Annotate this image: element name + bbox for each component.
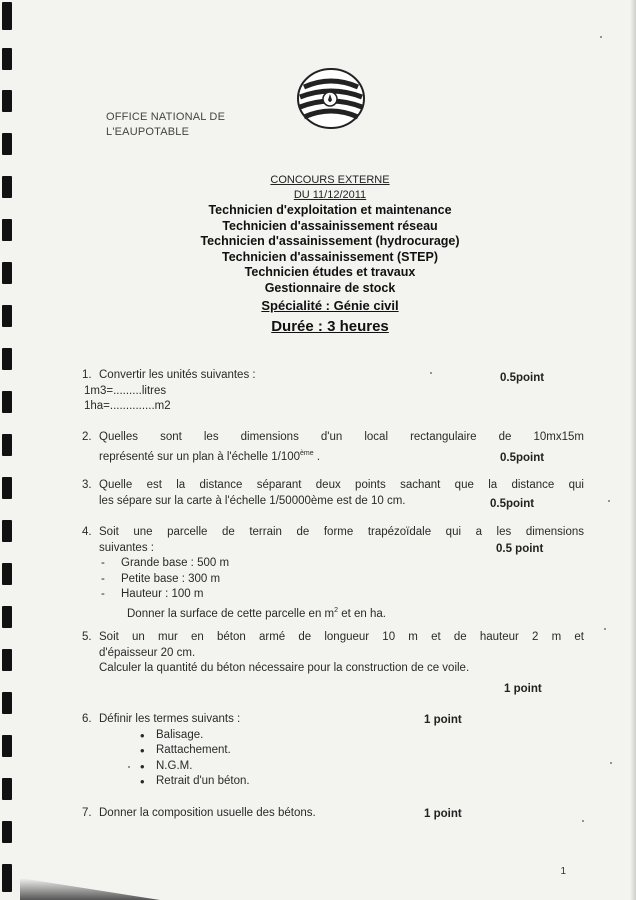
list-item: - Grande base : 500 m bbox=[99, 556, 582, 572]
contest-date: DU 11/12/2011 bbox=[293, 189, 367, 201]
position-title: Technicien d'assainissement (STEP) bbox=[221, 249, 438, 264]
points-badge: 0.5 point bbox=[496, 543, 544, 555]
conversion-line: 1ha=..............m2 bbox=[84, 400, 171, 412]
list-item: - Hauteur : 100 m bbox=[99, 587, 582, 603]
question-text: Soit une parcelle de terrain de forme trapézoïdale qui a les dimensions suivantes : bbox=[99, 526, 584, 554]
question-text: Quelle est la distance séparant deux points sachant que la distance qui les sépare sur la carte à l'échelle 1/50000ème est de 10 cm. bbox=[99, 479, 584, 507]
question-text: Donner la composition usuelle des bétons. bbox=[99, 807, 316, 819]
question-2: 2. Quelles sont les dimensions d'un local rectangulaire de 10mx15m représenté sur un plan à l'échelle 1/100ème . bbox=[82, 430, 582, 465]
list-item: - Petite base : 300 m bbox=[99, 572, 582, 588]
duration-title: Durée : 3 heures bbox=[271, 318, 389, 335]
question-instruction: Donner la surface de cette parcelle en $m^2$ et en ha. bbox=[127, 606, 386, 620]
position-title: Technicien d'assainissement réseau bbox=[222, 218, 438, 233]
onep-logo-icon bbox=[296, 67, 366, 130]
dimension-list bbox=[99, 556, 582, 603]
question-text: Convertir les unités suivantes : bbox=[99, 369, 256, 381]
terms-list bbox=[82, 728, 582, 790]
question-text: Quelles sont les dimensions d'un local rectangulaire de 10mx15m représenté sur un plan à l'échelle 1/100ème . bbox=[99, 431, 584, 463]
position-title: Technicien d'assainissement (hydrocurage) bbox=[200, 234, 460, 248]
question-5: 5. Soit un mur en béton armé de longueur 10 m et de hauteur 2 m et d'épaisseur 20 cm. Calculer la quantité du béton nécessaire pour la construction de ce voile. bbox=[82, 630, 582, 677]
question-text: Définir les termes suivants : bbox=[99, 713, 241, 725]
list-item: • Rattachement. bbox=[138, 743, 582, 759]
points-badge: 0.5point bbox=[500, 372, 545, 384]
question-1: 1. Convertir les unités suivantes : 1m3=.........litres 1ha=..............m2 bbox=[82, 368, 582, 415]
points-badge: 0.5point bbox=[500, 452, 545, 464]
contest-title: CONCOURS EXTERNE bbox=[270, 174, 390, 186]
question-6: 6. Définir les termes suivants : • Balisage. • Rattachement. • N.G.M. • Retrait d'un béton. bbox=[82, 712, 582, 790]
points-badge: 1 point bbox=[504, 683, 542, 695]
list-item: • Balisage. bbox=[138, 728, 582, 744]
points-badge: 0.5point bbox=[490, 498, 535, 510]
binding-holes bbox=[0, 0, 14, 900]
points-badge: 1 point bbox=[424, 714, 462, 726]
list-item: • N.G.M. bbox=[138, 759, 582, 775]
question-text: Soit un mur en béton armé de longueur 10 m et de hauteur 2 m et d'épaisseur 20 cm. Calculer la quantité du béton nécessaire pour la construction de ce voile. bbox=[99, 631, 584, 674]
question-7: 7. Donner la composition usuelle des bétons. bbox=[82, 806, 582, 822]
position-title: Gestionnaire de stock bbox=[264, 280, 396, 295]
specialty-title: Spécialité : Génie civil bbox=[261, 298, 399, 313]
question-4: 4. Soit une parcelle de terrain de forme trapézoïdale qui a les dimensions suivantes : - Grande base : 500 m - Petite base : 300 m - Hauteur : 100 m Donner la surface de cette parcelle en $m^2$ et en ha. bbox=[82, 525, 582, 622]
position-title: Technicien études et travaux bbox=[244, 265, 416, 279]
list-item: • Retrait d'un béton. bbox=[138, 774, 582, 790]
page-number: 1 bbox=[560, 866, 566, 877]
exam-header bbox=[150, 173, 510, 338]
position-title: Technicien d'exploitation et maintenance bbox=[208, 203, 452, 217]
points-badge: 1 point bbox=[424, 808, 462, 820]
conversion-line: 1m3=.........litres bbox=[84, 384, 167, 397]
organization-name: OFFICE NATIONAL DE L'EAUPOTABLE bbox=[106, 111, 226, 138]
question-3: 3. Quelle est la distance séparant deux points sachant que la distance qui les sépare sur la carte à l'échelle 1/50000ème est de 10 cm. bbox=[82, 478, 582, 509]
